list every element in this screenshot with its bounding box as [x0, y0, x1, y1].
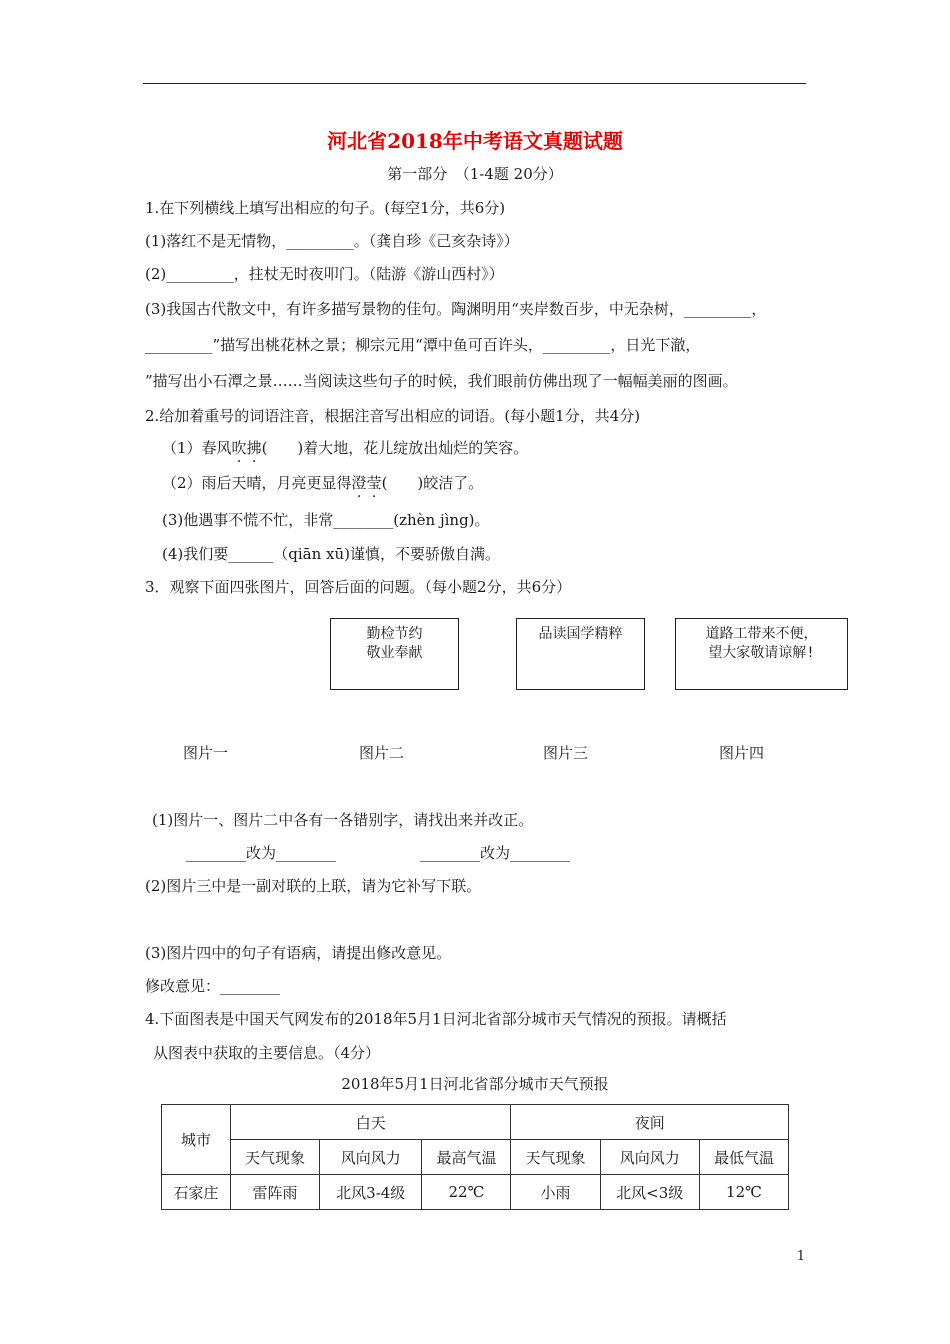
- table-subheader-row: [162, 1140, 789, 1175]
- q3-sub-3-answer: 修改意见：________: [145, 977, 281, 995]
- q1-line-4: _________”描写出桃花林之景；柳宗元用“潭中鱼可百许头，_________，日光下澈，: [145, 336, 701, 354]
- q2-line-1-pre: （1）春风: [162, 439, 232, 457]
- picture-3-box: [516, 618, 645, 690]
- picture-4-line-2: 望大家敬请谅解!: [708, 645, 815, 661]
- cell-night-weather: 小雨: [511, 1175, 600, 1210]
- q2-line-1-post: ( )着大地，花儿绽放出灿烂的笑容。: [261, 439, 529, 457]
- q1-line-5: ”描写出小石潭之景……当阅读这些句子的时候，我们眼前仿佛出现了一幅幅美丽的图画。: [145, 372, 738, 390]
- header-night-temp: 最低气温: [699, 1140, 788, 1175]
- q1-stem: 1.在下列横线上填写出相应的句子。(每空1分，共6分): [145, 199, 506, 217]
- q2-line-2-post: ( )皎洁了。: [381, 474, 484, 492]
- q3-sub-1: (1)图片一、图片二中各有一各错别字，请找出来并改正。: [152, 811, 534, 829]
- q2-line-2-pre: （2）雨后天晴，月亮更显得: [162, 474, 352, 492]
- q3-sub-2: (2)图片三中是一副对联的上联，请为它补写下联。: [145, 877, 482, 895]
- header-night-wind: 风向风力: [600, 1140, 699, 1175]
- header-night-weather: 天气现象: [511, 1140, 600, 1175]
- q2-line-2: [162, 472, 483, 493]
- q2-line-4: (4)我们要______（qiān xū)谨慎，不要骄傲自满。: [162, 545, 500, 563]
- q2-line-1: [162, 437, 528, 458]
- picture-3-line-1: 品读国学精粹: [538, 626, 623, 642]
- q2-line-3: (3)他遇事不慌不忙，非常________(zhèn jìng)。: [162, 511, 490, 529]
- table-caption: 2018年5月1日河北省部分城市天气预报: [341, 1075, 609, 1093]
- q2-stem: 2.给加着重号的词语注音，根据注音写出相应的词语。(每小题1分，共4分): [145, 407, 641, 425]
- q3-sub-1-answer-a: ________改为________: [186, 844, 337, 862]
- q1-line-2: (2)_________，拄杖无时夜叩门。（陆游《游山西村》）: [145, 265, 504, 283]
- caption-picture-3: 图片三: [543, 744, 589, 762]
- emphasized-char: 吹: [231, 439, 247, 457]
- cell-night-temp: 12℃: [699, 1175, 788, 1210]
- q3-stem: 3．观察下面四张图片，回答后面的问题。（每小题2分，共6分）: [145, 578, 572, 596]
- header-day: 白天: [231, 1105, 511, 1140]
- part-heading: 第一部分 （1-4题 20分）: [387, 165, 563, 183]
- caption-picture-2: 图片二: [359, 744, 405, 762]
- emphasized-char: 澄: [351, 474, 367, 492]
- caption-picture-1: 图片一: [183, 744, 229, 762]
- header-rule: [143, 83, 806, 84]
- header-city: 城市: [162, 1105, 231, 1175]
- page-number: 1: [796, 1249, 805, 1264]
- cell-day-temp: 22℃: [422, 1175, 511, 1210]
- emphasized-word-2: [352, 474, 382, 492]
- picture-1-line-2: 敬业奉献: [366, 645, 423, 661]
- q4-stem-line-2: 从图表中获取的主要信息。（4分）: [153, 1044, 381, 1062]
- q3-sub-3: (3)图片四中的句子有语病，请提出修改意见。: [145, 944, 452, 962]
- q4-stem-line-1: 4.下面图表是中国天气网发布的2018年5月1日河北省部分城市天气情况的预报。请概括: [145, 1010, 727, 1028]
- table-header-row: [162, 1105, 789, 1140]
- header-day-temp: 最高气温: [422, 1140, 511, 1175]
- table-row: [162, 1175, 789, 1210]
- emphasized-char: 拂: [246, 439, 262, 457]
- weather-table: [161, 1104, 789, 1210]
- caption-picture-4: 图片四: [719, 744, 765, 762]
- page-title: 河北省2018年中考语文真题试题: [327, 129, 623, 153]
- q1-line-1: (1)落红不是无情物，_________。（龚自珍《己亥杂诗》）: [145, 232, 519, 250]
- header-day-wind: 风向风力: [320, 1140, 422, 1175]
- emphasized-char: 莹: [366, 474, 382, 492]
- header-night: 夜间: [511, 1105, 789, 1140]
- picture-1-line-1: 勤检节约: [366, 626, 423, 642]
- q3-sub-1-answer-b: ________改为________: [420, 844, 571, 862]
- cell-day-weather: 雷阵雨: [231, 1175, 320, 1210]
- cell-city: 石家庄: [162, 1175, 231, 1210]
- cell-night-wind: 北风<3级: [600, 1175, 699, 1210]
- picture-4-box: [675, 618, 848, 690]
- picture-4-line-1: 道路工带来不便，: [705, 626, 818, 642]
- q1-line-3: (3)我国古代散文中，有许多描写景物的佳句。陶渊明用“夹岸数百步，中无杂树，_________，: [145, 300, 767, 318]
- picture-1-box: [330, 618, 459, 690]
- header-day-weather: 天气现象: [231, 1140, 320, 1175]
- emphasized-word-1: [232, 439, 262, 457]
- cell-day-wind: 北风3-4级: [320, 1175, 422, 1210]
